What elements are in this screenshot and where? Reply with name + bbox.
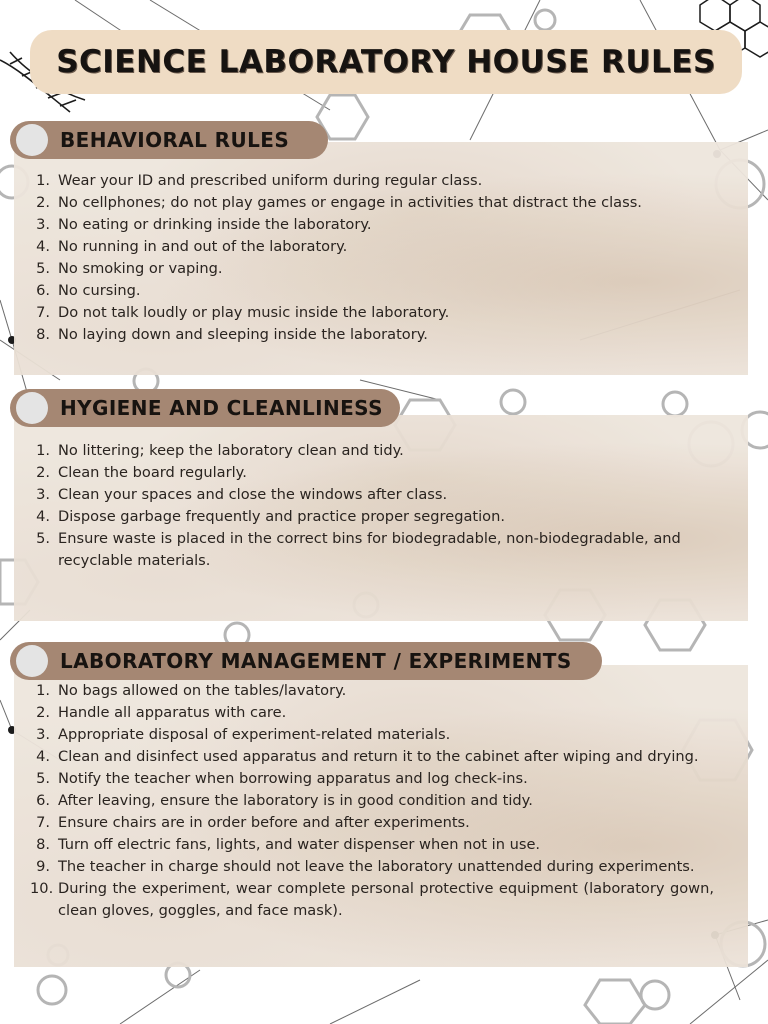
bullet-circle-icon: [16, 124, 48, 156]
item-number: 4.: [36, 238, 50, 255]
list-item: [34, 812, 714, 834]
rule-text: No smoking or vaping.: [58, 260, 223, 277]
rule-text: During the experiment, wear complete personal protective equipment (laboratory gown, clean gloves, goggles, and face mask).: [58, 880, 714, 919]
item-number: 5.: [36, 260, 50, 277]
item-number: 9.: [36, 858, 50, 875]
rule-text: Do not talk loudly or play music inside the laboratory.: [58, 304, 450, 321]
rule-text: Notify the teacher when borrowing apparatus and log check-ins.: [58, 770, 528, 787]
hygiene-rules-list: [34, 440, 742, 572]
list-item: [30, 878, 714, 922]
list-item: [34, 702, 714, 724]
rule-text: No cursing.: [58, 282, 141, 299]
item-number: 8.: [36, 326, 50, 343]
section-title: LABORATORY MANAGEMENT / EXPERIMENTS: [60, 649, 572, 673]
section-title: HYGIENE AND CLEANLINESS: [60, 396, 383, 420]
item-number: 7.: [36, 814, 50, 831]
rule-text: Handle all apparatus with care.: [58, 704, 287, 721]
rule-text: No cellphones; do not play games or engage in activities that distract the class.: [58, 194, 642, 211]
item-number: 5.: [36, 530, 50, 547]
list-item: [34, 680, 714, 702]
section-title: BEHAVIORAL RULES: [60, 128, 290, 152]
list-item: [34, 724, 714, 746]
list-item: [34, 440, 742, 462]
list-item: [34, 790, 714, 812]
item-number: 6.: [36, 282, 50, 299]
list-item: [34, 214, 724, 236]
list-item: [34, 258, 724, 280]
behavioral-rules-list: [34, 170, 724, 346]
list-item: [34, 856, 714, 878]
rule-text: Clean your spaces and close the windows after class.: [58, 486, 448, 503]
item-number: 1.: [36, 682, 50, 699]
section-header-lab-management: [10, 642, 602, 680]
item-number: 3.: [36, 216, 50, 233]
page-title: SCIENCE LABORATORY HOUSE RULES: [56, 44, 716, 80]
rule-text: No eating or drinking inside the laboratory.: [58, 216, 372, 233]
list-item: [34, 302, 724, 324]
item-number: 1.: [36, 442, 50, 459]
list-item: [34, 236, 724, 258]
rule-text: Clean the board regularly.: [58, 464, 247, 481]
list-item: [34, 170, 724, 192]
list-item: [34, 506, 742, 528]
rule-text: After leaving, ensure the laboratory is in good condition and tidy.: [58, 792, 533, 809]
list-item: [34, 192, 724, 214]
item-number: 2.: [36, 704, 50, 721]
list-item: [34, 484, 742, 506]
list-item: [34, 280, 724, 302]
rule-text: The teacher in charge should not leave the laboratory unattended during experiments.: [58, 858, 695, 875]
lab-management-rules-list: [30, 680, 714, 922]
rule-text: No running in and out of the laboratory.: [58, 238, 348, 255]
item-number: 4.: [36, 748, 50, 765]
title-banner: [30, 30, 742, 94]
item-number: 10.: [30, 880, 54, 897]
section-header-hygiene: [10, 389, 400, 427]
rule-text: Ensure chairs are in order before and after experiments.: [58, 814, 470, 831]
bullet-circle-icon: [16, 392, 48, 424]
rule-text: Wear your ID and prescribed uniform during regular class.: [58, 172, 483, 189]
item-number: 5.: [36, 770, 50, 787]
rule-text: Clean and disinfect used apparatus and return it to the cabinet after wiping and drying.: [58, 748, 699, 765]
item-number: 7.: [36, 304, 50, 321]
list-item: [34, 528, 742, 572]
rule-text: No littering; keep the laboratory clean and tidy.: [58, 442, 404, 459]
rule-text: Dispose garbage frequently and practice proper segregation.: [58, 508, 505, 525]
item-number: 2.: [36, 194, 50, 211]
bullet-circle-icon: [16, 645, 48, 677]
list-item: [34, 768, 714, 790]
list-item: [34, 746, 714, 768]
list-item: [34, 324, 724, 346]
list-item: [34, 834, 714, 856]
item-number: 3.: [36, 486, 50, 503]
rule-text: Ensure waste is placed in the correct bins for biodegradable, non-biodegradable, and recyclable materials.: [58, 530, 681, 569]
item-number: 1.: [36, 172, 50, 189]
item-number: 6.: [36, 792, 50, 809]
item-number: 3.: [36, 726, 50, 743]
item-number: 4.: [36, 508, 50, 525]
item-number: 2.: [36, 464, 50, 481]
rule-text: No bags allowed on the tables/lavatory.: [58, 682, 347, 699]
list-item: [34, 462, 742, 484]
item-number: 8.: [36, 836, 50, 853]
rule-text: No laying down and sleeping inside the laboratory.: [58, 326, 428, 343]
rule-text: Turn off electric fans, lights, and water dispenser when not in use.: [58, 836, 541, 853]
rule-text: Appropriate disposal of experiment-related materials.: [58, 726, 451, 743]
section-header-behavioral: [10, 121, 328, 159]
